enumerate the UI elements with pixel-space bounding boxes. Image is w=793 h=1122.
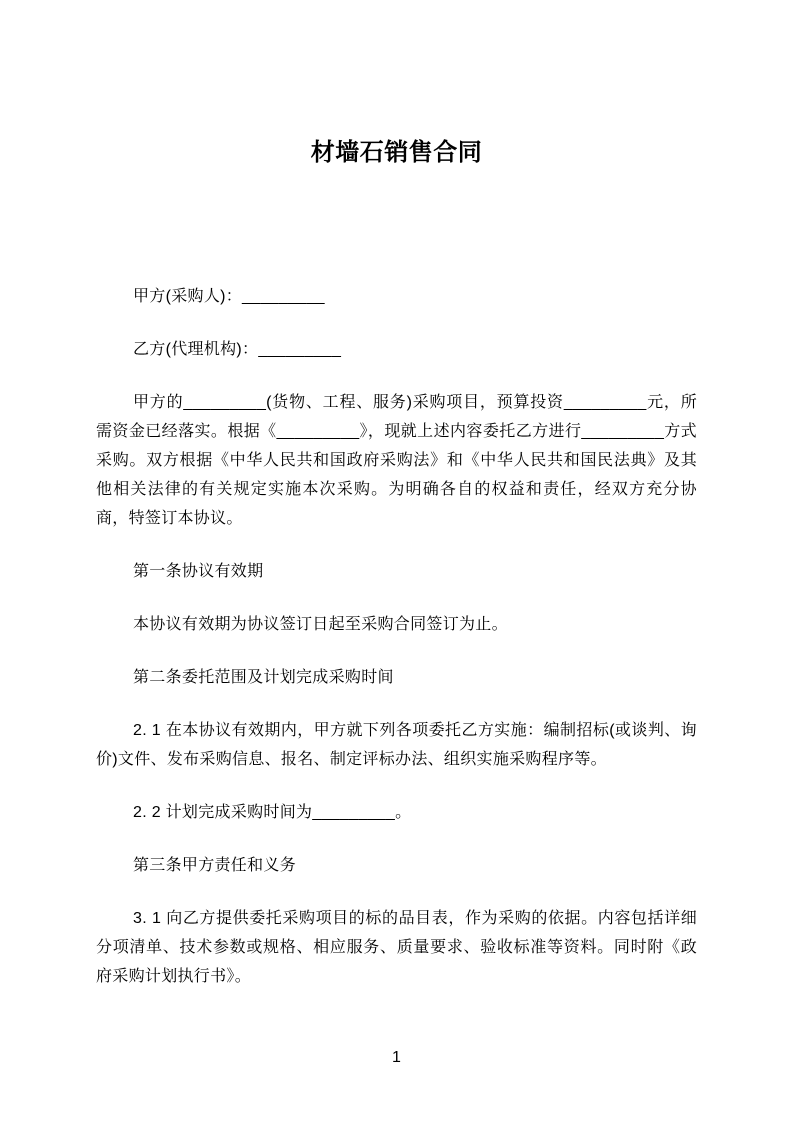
paragraph: 甲方(采购人)：_________ <box>133 288 325 305</box>
paragraph: 2. 1 在本协议有效期内，甲方就下列各项委托乙方实施：编制招标(或谈判、询价)文件、发布采购信息、报名、制定评标办法、组织实施采购程序等。 <box>96 722 697 768</box>
paragraph: 第一条协议有效期 <box>133 563 264 580</box>
document-body <box>96 282 697 991</box>
paragraph: 第三条甲方责任和义务 <box>133 857 297 874</box>
paragraph: 2. 2 计划完成采购时间为_________。 <box>133 804 412 821</box>
paragraph: 第二条委托范围及计划完成采购时间 <box>133 669 394 686</box>
paragraph: 本协议有效期为协议签订日起至采购合同签订为止。 <box>133 616 508 633</box>
paragraph: 乙方(代理机构)：_________ <box>133 341 342 358</box>
document-title: 材墙石销售合同 <box>310 139 483 166</box>
paragraph: 3. 1 向乙方提供委托采购项目的标的品目表，作为采购的依据。内容包括详细分项清单、技术参数或规格、相应服务、质量要求、验收标准等资料。同时附《政府采购计划执行书》。 <box>96 910 697 985</box>
paragraph: 甲方的_________(货物、工程、服务)采购项目，预算投资_________元，所需资金已经落实。根据《_________》，现就上述内容委托乙方进行_________方式采购。双方根据《中华人民共和国政府采购法》和《中华人民共和国民法典》及其他相关法律的有关规定实施本次采购。为明确各自的权益和责任，经双方充分协商，特签订本协议。 <box>96 394 697 527</box>
page-number: 1 <box>392 1049 401 1066</box>
